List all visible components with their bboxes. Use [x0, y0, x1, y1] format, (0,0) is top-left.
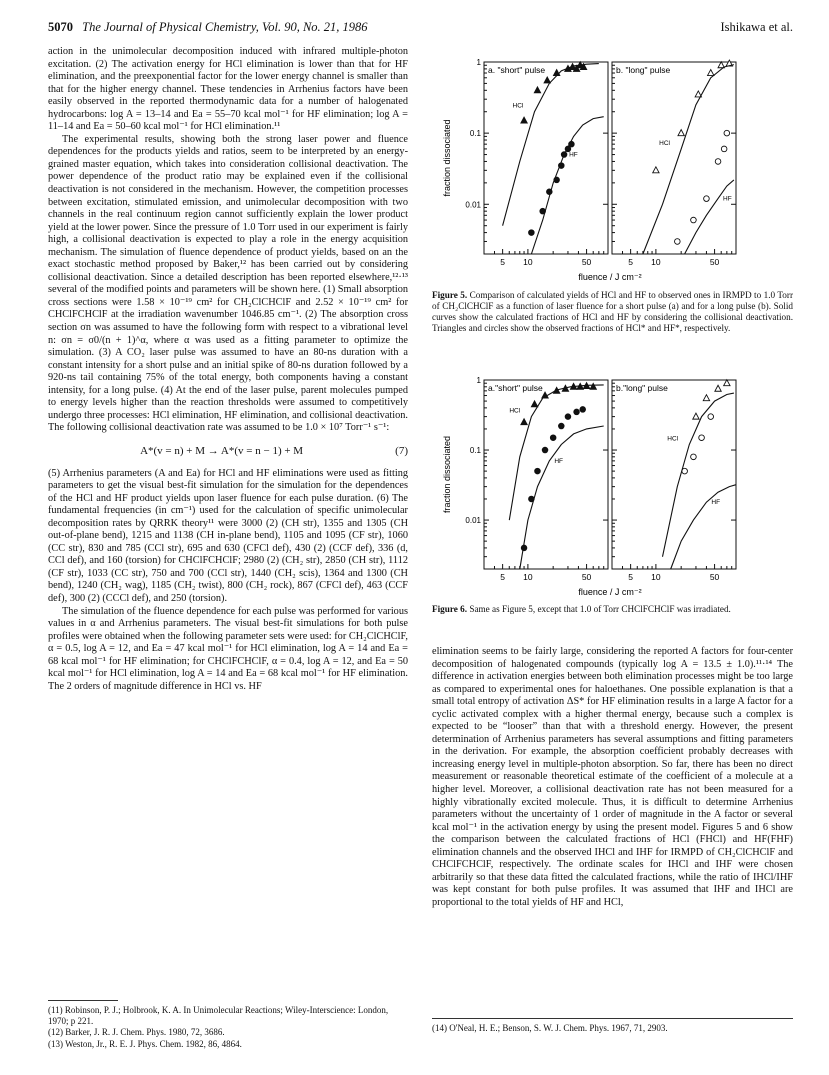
x-tick-label: 50 — [581, 572, 592, 582]
panel-label: a. "short" pulse — [488, 65, 546, 75]
x-tick-label: 5 — [500, 572, 505, 582]
x-tick-label: 50 — [581, 257, 592, 267]
calc-curve — [531, 117, 603, 254]
data-point-circle — [675, 239, 681, 245]
x-tick-label: 5 — [628, 257, 633, 267]
footnote-rule — [432, 1018, 793, 1019]
data-point-circle — [542, 447, 548, 453]
y-tick-label: 0.1 — [469, 129, 481, 139]
data-point-circle — [708, 414, 714, 420]
reference: (13) Weston, Jr., R. E. J. Phys. Chem. 1982, 86, 4864. — [48, 1038, 242, 1049]
figure-5-plot — [432, 56, 793, 284]
figure-5-caption — [432, 290, 793, 334]
data-point-triangle — [521, 117, 527, 123]
figure-6-caption-text: Same as Figure 5, except that 1.0 of Torr CHClFCHClF was irradiated. — [469, 604, 731, 614]
figure-5-caption-text: Comparison of calculated yields of HCl and HF to observed ones in IRMPD to 1.0 Torr of CH₂ClCHClF as a function of laser fluence for a short pulse (a) and for a long pulse (b). Solid curves show the calculated fractions of HCl and HF by considering the collisional deactivation. Triangles and circles show the observed fractions of HCl* and HF*, respectively. — [432, 290, 794, 333]
data-point-triangle — [724, 380, 730, 386]
curve-label: HCl — [509, 407, 521, 415]
y-tick-label: 1 — [476, 58, 481, 67]
paragraph: The simulation of the fluence dependence for each pulse was performed for various values in α and Arrhenius parameters. The visual best-fit simulations for both pulse profiles were obtained when the following parameter sets were used: for CH₂ClCHClF, α = 0.5, log A = 12, and Ea = 47 kcal mol⁻¹ for HCl elimination, log A = 14 and Ea = 68 kcal mol⁻¹ for HF elimination; for CHClFCHClF, α = 0.4, log A = 12, and Ea = 50 kcal mol⁻¹ for HCl elimination, log A = 14 and Ea = 68 kcal mol⁻¹ for HF elimination. The 2 orders of magnitude difference in HCl vs. HF — [48, 605, 408, 692]
curve-label: HCl — [512, 102, 524, 110]
data-point-triangle — [703, 395, 709, 401]
paragraph: The experimental results, showing both the strong laser power and fluence dependences for the products yields and ratios, seem to be interpreted by an energy-grained master equation, which takes into consideration collisional deactivation. The power dependence of the product ratio may be explained even if the collisional deactivation is not considered in the mechanism. However, the competition processes between excitation, stimulated emission, and unimolecular decomposition with two channels in the real continuum region cannot sufficiently explain the lower product yield at the lower power. Since the pressure of 1.0 Torr used in our experiment is fairly high, a collisional deactivation is expected to play a role in the energy acquisition mechanism. The simulation of fluence dependence of product yields, based on an the exact stochastic method proposed by Baker,¹² has been carried out by considering collisional deactivation. Since a detailed description has been reported elsewhere,¹²·¹³ several of the modified points and parameters will be shown here. (1) Small absorption cross sections were 1.58 × 10⁻¹⁹ cm² for CH₂ClCHClF and 2.52 × 10⁻¹⁹ cm² for CHClFCHClF at the irradiation wavenumber 1046.85 cm⁻¹. (2) The absorption cross section σn was assumed to have the following form with respect to a vibrational level n: σn = σ0/(n + 1)^α, where α was used as a fitting parameter to optimize the simulation. (3) A CO₂ laser pulse was assumed to have an 80-ns duration with a constant intensity for a short pulse and an initial spike of 80-ns duration followed by a 920-ns tail containing 75% of the total energy, both components having a constant intensity, for a long pulse. (4) At the end of the laser pulse, parent molecules pumped to energy levels higher than the reaction thresholds were assumed to competitively undergo three processes: HCl elimination, HF elimination, and collisional deactivation. The following collisional deactivation rate was assumed to be 1.0 × 10⁷ Torr⁻¹ s⁻¹: — [48, 133, 408, 434]
equation — [48, 445, 408, 458]
figure-5-label: Figure 5. — [432, 290, 468, 300]
data-point-triangle — [653, 167, 659, 173]
paragraph: action in the unimolecular decomposition induced with infrared multiple-photon excitation. (2) The activation energy for HCl elimination is lower than that for HF elimination, and the preexponential factor for the lower energy channel is smaller than that for the higher energy channel. These tendencies in Arrhenius factors have been easily observed in the reported thermodynamic data for a number of halogenated hydrocarbons: log A = 13–14 and Ea = 55–70 kcal mol⁻¹ for HF elimination; log A = 11–14 and Ea = 50–60 kcal mol⁻¹ for HCl elimination.¹¹ — [48, 46, 408, 133]
data-point-triangle — [590, 383, 596, 389]
panel-frame — [612, 62, 736, 254]
data-point-triangle — [708, 70, 714, 76]
x-tick-label: 50 — [709, 257, 720, 267]
reference: (11) Robinson, P. J.; Holbrook, K. A. In Unimolecular Reactions; Wiley-Interscience: London, 1970; p 221. — [48, 1005, 389, 1027]
x-axis-label: fluence / J cm⁻² — [578, 587, 642, 597]
y-tick-label: 0.01 — [465, 200, 481, 210]
x-axis-label: fluence / J cm⁻² — [578, 272, 642, 282]
curve-label: HCl — [659, 139, 671, 147]
footnote-rule — [48, 1000, 118, 1001]
curve-label: HCl — [667, 435, 679, 443]
panel-frame — [484, 380, 608, 569]
data-point-triangle — [531, 401, 537, 407]
data-point-circle — [529, 230, 535, 236]
left-column — [48, 46, 408, 693]
page-header — [48, 20, 793, 38]
data-point-circle — [574, 409, 580, 415]
figure-6-label: Figure 6. — [432, 604, 468, 614]
references-right — [432, 1018, 793, 1034]
x-tick-label: 50 — [709, 572, 720, 582]
panel-frame — [612, 380, 736, 569]
data-point-circle — [559, 423, 565, 429]
running-authors: Ishikawa et al. — [720, 20, 793, 34]
data-point-circle — [724, 130, 730, 136]
data-point-circle — [704, 196, 710, 202]
data-point-circle — [715, 159, 721, 165]
y-axis-label: fraction dissociated — [442, 119, 452, 197]
panel-label: b. "long" pulse — [616, 65, 671, 75]
y-tick-label: 0.01 — [465, 516, 481, 526]
equation-number: (7) — [395, 444, 408, 457]
x-tick-label: 10 — [651, 572, 661, 582]
y-tick-label: 1 — [476, 376, 481, 385]
curve-label: HF — [723, 195, 732, 203]
curve-label: HF — [711, 499, 721, 507]
x-tick-label: 10 — [651, 257, 661, 267]
data-point-circle — [550, 435, 556, 441]
data-point-circle — [580, 407, 586, 413]
data-point-circle — [699, 435, 705, 441]
x-tick-label: 10 — [523, 572, 533, 582]
figure-6 — [432, 374, 793, 599]
references-left — [48, 1000, 408, 1050]
figure-6-caption — [432, 604, 793, 615]
data-point-circle — [691, 454, 697, 460]
data-point-triangle — [534, 87, 540, 93]
paragraph: (5) Arrhenius parameters (A and Ea) for HCl and HF eliminations were used as fitting parameters to get the visual best-fit simulation for the simulation for the dependences of the HCl and HF product yields upon laser fluence for each pulse duration. (6) The fundamental frequencies (in cm⁻¹) used for the calculation of specific unimolecular decomposition rates by QRRK theory¹¹ were 3000 (2) (CH str), 1355 and 1305 (CH out-of-plane bend), 1215 and 1138 (CH in-plane bend), 1105 and 1095 (CF str), 1060 (CC str), 830 and 785 (CCl str), 695 and 630 (CFCl def), 430 (2) (CCF def), 336 (d, CCl def), and 160 (torsion) for CHClFCHClF; 2980 (2) (CH₂ str), 2850 (CH str), 1112 (CF str), 1033 (CC str), 750 and 700 (CCl str), 1440 (CH₂ scis), 1364 and 1300 (CH bend), 1240 (CH₂ wag), 1185 (CH₂ twist), 800 (CH₂ rock), 867 (CFCl def), 463 (CCF def), 300 (2) (CCCl def), and 250 (torsion). — [48, 467, 408, 604]
data-point-triangle — [521, 419, 527, 425]
right-column — [432, 646, 793, 909]
curve-label: HF — [569, 151, 578, 159]
y-axis-label: fraction dissociated — [442, 435, 452, 514]
x-tick-label: 10 — [523, 257, 533, 267]
data-point-triangle — [715, 385, 721, 391]
data-point-triangle — [678, 130, 684, 136]
x-tick-label: 5 — [500, 257, 505, 267]
calc-curve — [509, 385, 603, 520]
calc-curve — [671, 485, 736, 569]
figure-5 — [432, 56, 793, 284]
figure-6-plot — [432, 374, 793, 599]
calc-curve — [503, 64, 599, 226]
reference: (14) O'Neal, H. E.; Benson, S. W. J. Chem. Phys. 1967, 71, 2903. — [432, 1023, 668, 1033]
data-point-triangle — [544, 77, 550, 83]
equation-text: A*(v = n) + M → A*(v = n − 1) + M — [140, 444, 304, 457]
curve-label: HF — [554, 457, 563, 465]
calc-curve — [685, 180, 734, 254]
data-point-circle — [535, 468, 541, 474]
data-point-circle — [721, 146, 727, 152]
panel-label: b."long" pulse — [616, 383, 668, 393]
reference: (12) Barker, J. R. J. Chem. Phys. 1980, 72, 3686. — [48, 1027, 225, 1038]
data-point-circle — [565, 414, 571, 420]
journal-title: The Journal of Physical Chemistry, Vol. 90, No. 21, 1986 — [82, 20, 368, 34]
data-point-circle — [691, 217, 697, 223]
y-tick-label: 0.1 — [469, 446, 481, 456]
x-tick-label: 5 — [628, 572, 633, 582]
page-number: 5070 — [48, 20, 73, 34]
data-point-triangle — [693, 413, 699, 419]
panel-label: a."short" pulse — [488, 383, 543, 393]
data-point-triangle — [553, 70, 559, 76]
paragraph: elimination seems to be fairly large, considering the reported A factors for four-center decomposition of halogenated compounds (typically log A = 13.5 ± 1.0).¹¹·¹⁴ The difference in activation energies between both elimination processes might be too large as compared to experimental ones for haloethanes. One possible explanation is that a small total entropy of activation ΔS* for HF elimination results in a large A factor for a cyclic activated complex with a higher thermal energy, because such a complex is expected to be “looser” than that with a threshold energy. However, the present determination of Arrhenius parameters has several assumptions and fitting parameters in the derivation. For example, the absorption coefficient probably decreases with increasing energy level in multiple-photon absorption. So far, there has been no direct measurement or reasonable theoretical estimate of the coefficient of a molecule at a higher level. Moreover, a collisional deactivation rate has not been measured for a highly vibrationally excited molecule. Thus, it is difficult to determine Arrhenius parameters without the uncertainty of 1 order of magnitude in the A factor or several kcal mol⁻¹ in the activation energy by using the present model. Figures 5 and 6 show the comparison between the calculated fractions of HCl (FHCl) and HF(FHF) elimination channels and the observed IHCl and IHF for IRMPD of CH₂ClCHClF and CHClFCHClF, respectively. The ordinate scales for IHCl and IHF were chosen arbitrarily so that these data fitted the calculated fractions, while the ratio of IHCl/IHF was kept constant for both pulse profiles. It was assumed that IHF and IHCl are proportional to the total yields of HF and HCl, — [432, 646, 793, 908]
